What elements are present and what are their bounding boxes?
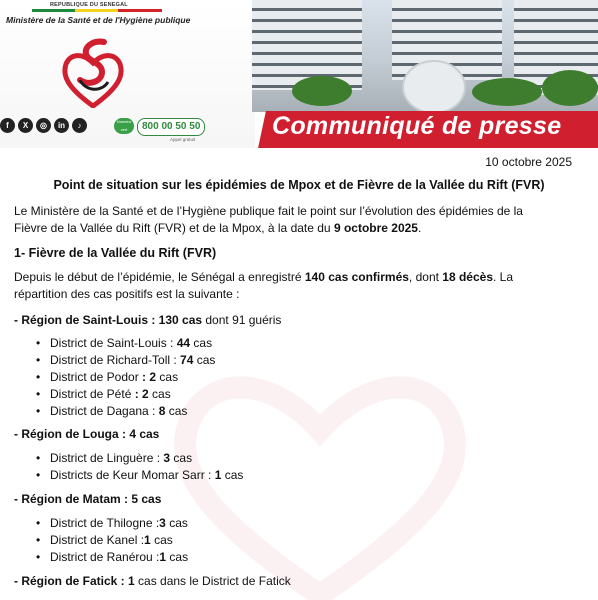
facebook-icon[interactable]: f — [0, 118, 15, 133]
district-count: 74 — [180, 353, 194, 367]
district-name: District de Thilogne : — [50, 516, 160, 530]
list-item — [38, 467, 243, 484]
publication-date: 10 octobre 2025 — [485, 155, 572, 169]
list-item — [38, 450, 243, 467]
building-photo — [252, 0, 598, 112]
building-left — [252, 0, 362, 90]
fvr-paragraph — [14, 269, 580, 303]
list-item — [38, 403, 215, 420]
region-suffix: cas dans le District de Fatick — [134, 574, 291, 588]
fvr-text-c: , dont — [408, 270, 443, 284]
district-count: 8 — [158, 404, 166, 418]
district-name: District de Kanel : — [50, 533, 145, 547]
district-name: District de Ranérou : — [50, 550, 160, 564]
district-count: : 2 — [134, 387, 149, 401]
header — [0, 0, 598, 148]
green-number-badge: Numéro vert — [114, 118, 134, 134]
fvr-text-a: Depuis le début de l’épidémie, le Sénégal a enregistré — [14, 270, 305, 284]
tiktok-icon[interactable]: ♪ — [72, 118, 87, 133]
region-label: - Région de Fatick : 1 — [14, 574, 135, 588]
district-unit: cas — [165, 404, 188, 418]
district-count: 3 — [159, 516, 166, 530]
list-item — [38, 369, 215, 386]
confirmed-cases: 140 cas confirmés — [304, 270, 409, 284]
list-item — [38, 335, 215, 352]
bush — [472, 78, 542, 106]
document-title: Point de situation sur les épidémies de Mpox et de Fièvre de la Vallée du Rift (FVR) — [53, 178, 545, 192]
intro-line2a: Fièvre de la Vallée du Rift (FVR) et de la Mpox, à la date du — [14, 221, 334, 235]
intro-date: 9 octobre 2025 — [333, 221, 418, 235]
deaths-count: 18 décès — [442, 270, 493, 284]
list-item — [38, 532, 188, 549]
district-count: 3 — [163, 451, 171, 465]
district-unit: cas — [148, 387, 171, 401]
phone-note: Appel gratuit — [170, 137, 196, 142]
district-count: 44 — [176, 336, 191, 350]
district-unit: cas — [190, 336, 213, 350]
list-item — [38, 352, 215, 369]
phone-number[interactable]: 800 00 50 50 — [137, 118, 205, 136]
intro-line2c: . — [417, 221, 422, 235]
district-unit: cas — [150, 533, 173, 547]
district-count: 1 — [159, 550, 167, 564]
district-name: District de Richard-Toll : — [50, 353, 181, 367]
social-icons — [0, 118, 87, 133]
fvr-text-e: . La — [493, 270, 514, 284]
region-saint-louis — [14, 313, 281, 327]
district-unit: cas — [170, 451, 193, 465]
banner-title: Communiqué de presse — [272, 112, 562, 140]
region-matam — [14, 492, 161, 506]
district-name: District de Pété — [50, 387, 135, 401]
district-unit: cas — [165, 516, 188, 530]
district-list-matam — [38, 515, 188, 566]
district-count: 1 — [144, 533, 151, 547]
district-name: Districts de Keur Momar Sarr : — [50, 468, 215, 482]
x-icon[interactable]: X — [18, 118, 33, 133]
district-unit: cas — [156, 370, 179, 384]
intro-line1: Le Ministère de la Santé et de l’Hygiène publique fait le point sur l’évolution des épidémies de la — [14, 204, 523, 218]
district-count: 1 — [214, 468, 222, 482]
list-item — [38, 515, 188, 532]
region-label: - Région de Matam : 5 cas — [14, 492, 162, 506]
sculpture — [402, 60, 466, 112]
region-label: - Région de Saint-Louis : 130 cas — [14, 313, 203, 327]
republic-label: REPUBLIQUE DU SENEGAL — [50, 2, 128, 8]
district-unit: cas — [221, 468, 244, 482]
district-unit: cas — [193, 353, 216, 367]
district-count: : 2 — [142, 370, 157, 384]
region-label: - Région de Louga : 4 cas — [14, 427, 160, 441]
intro-paragraph — [14, 203, 580, 237]
district-unit: cas — [166, 550, 189, 564]
fvr-text-line2: répartition des cas positifs est la suivante : — [14, 287, 240, 301]
district-name: District de Linguère : — [50, 451, 164, 465]
flag-bar — [32, 9, 162, 12]
district-name: District de Saint-Louis : — [50, 336, 177, 350]
ministry-name: Ministère de la Santé et de l'Hygiène publique — [6, 15, 191, 25]
district-list-saint-louis — [38, 335, 215, 420]
bush — [292, 76, 352, 106]
instagram-icon[interactable]: ◎ — [36, 118, 51, 133]
linkedin-icon[interactable]: in — [54, 118, 69, 133]
region-fatick — [14, 574, 291, 588]
list-item — [38, 549, 188, 566]
ministry-logo-icon — [58, 36, 128, 108]
list-item — [38, 386, 215, 403]
bush — [542, 70, 598, 106]
section-heading-fvr: 1- Fièvre de la Vallée du Rift (FVR) — [14, 246, 217, 260]
district-name: District de Podor — [50, 370, 143, 384]
district-name: District de Dagana : — [50, 404, 159, 418]
region-suffix: dont 91 guéris — [202, 313, 282, 327]
district-list-louga — [38, 450, 243, 484]
region-louga — [14, 427, 159, 441]
